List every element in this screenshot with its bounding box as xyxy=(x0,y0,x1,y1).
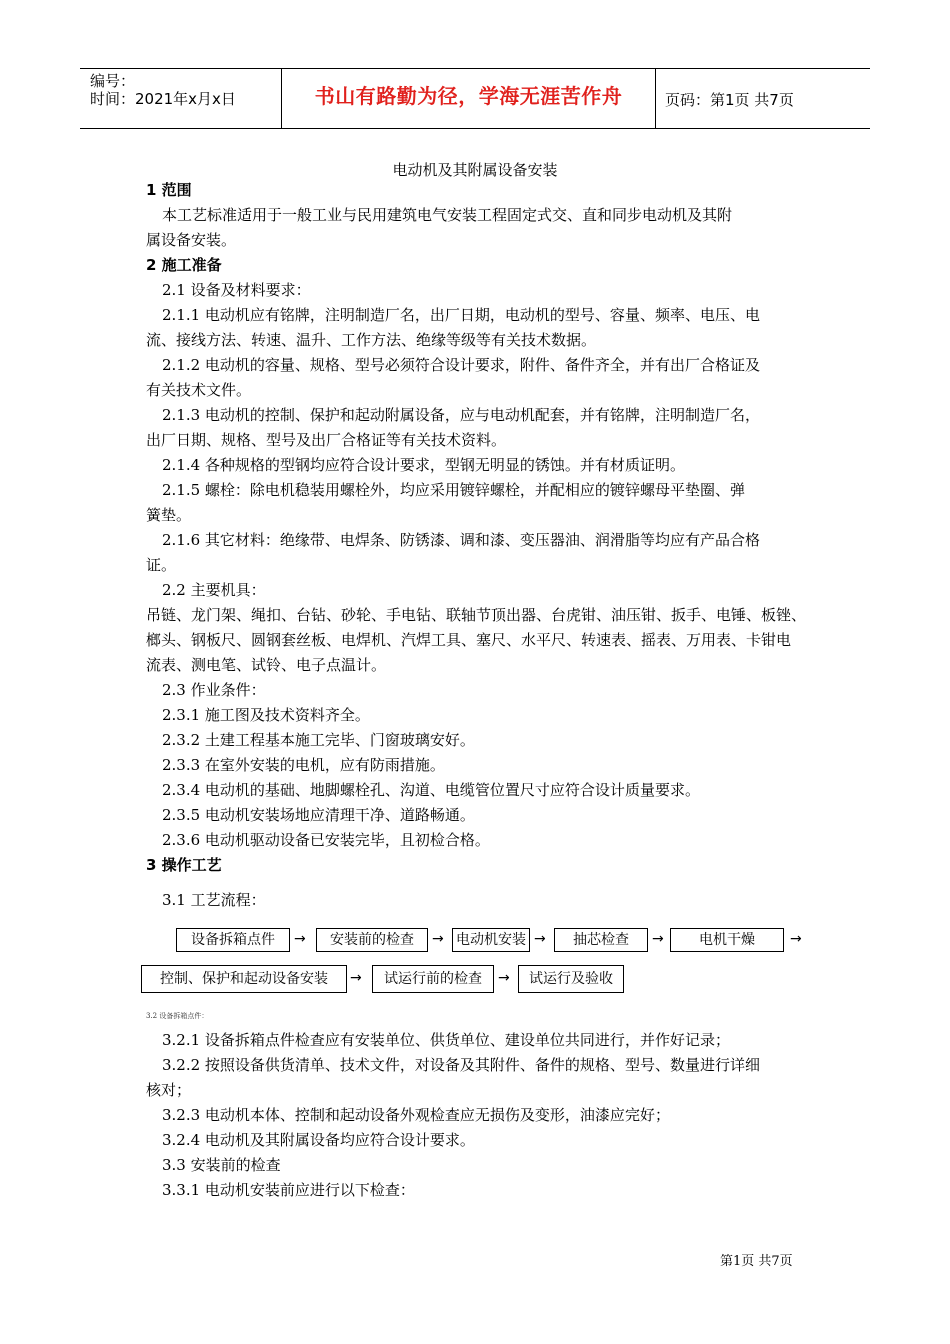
paragraph-line: 2.3.6 电动机驱动设备已安装完毕，且初检合格。 xyxy=(162,831,490,849)
paragraph-line: 3.2.4 电动机及其附属设备均应符合设计要求。 xyxy=(162,1131,475,1149)
section-heading: 3 操作工艺 xyxy=(146,856,222,874)
paragraph-line: 2.1.2 电动机的容量、规格、型号必须符合设计要求，附件、备件齐全，并有出厂合格证及 xyxy=(162,356,760,374)
paragraph-line: 2.3.5 电动机安装场地应清理干净、道路畅通。 xyxy=(162,806,475,824)
paragraph-line: 2.3.2 土建工程基本施工完毕、门窗玻璃安好。 xyxy=(162,731,475,749)
header-time: 时间：2021年x月x日 xyxy=(90,90,236,108)
paragraph-line: 3.2.2 按照设备供货清单、技术文件，对设备及其附件、备件的规格、型号、数量进行详细 xyxy=(162,1056,760,1074)
paragraph-line: 2.3.3 在室外安装的电机，应有防雨措施。 xyxy=(162,756,445,774)
header-number: 编号： xyxy=(90,72,136,90)
paragraph-line: 2.1.6 其它材料：绝缘带、电焊条、防锈漆、调和漆、变压器油、润滑脂等均应有产品合格 xyxy=(162,531,760,549)
flow-step-motor-install: 电动机安装 xyxy=(452,928,530,952)
flow-arrow-icon: → xyxy=(350,970,362,986)
header-divider-2 xyxy=(655,68,656,129)
flow-arrow-icon: → xyxy=(498,970,510,986)
paragraph-line: 2.1.5 螺栓：除电机稳装用螺栓外，均应采用镀锌螺栓，并配相应的镀锌螺母平垫圈、弹 xyxy=(162,481,745,499)
paragraph-line: 2.1.4 各种规格的型钢均应符合设计要求，型钢无明显的锈蚀。并有材质证明。 xyxy=(162,456,685,474)
document-title: 电动机及其附属设备安装 xyxy=(392,161,558,179)
section-heading: 1 范围 xyxy=(146,181,192,199)
paragraph-line: 3.2.1 设备拆箱点件检查应有安装单位、供货单位、建设单位共同进行，并作好记录； xyxy=(162,1031,730,1049)
paragraph-line: 3.1 工艺流程： xyxy=(162,891,266,909)
header-top-rule xyxy=(80,68,870,69)
header-motto: 书山有路勤为径，学海无涯苦作舟 xyxy=(314,84,623,108)
flow-arrow-icon: → xyxy=(294,931,306,947)
paragraph-line: 吊链、龙门架、绳扣、台钻、砂轮、手电钻、联轴节顶出器、台虎钳、油压钳、扳手、电锤、板锉、 xyxy=(146,606,807,624)
header-page-number: 页码：第1页 共7页 xyxy=(665,91,794,109)
flow-step-control-install: 控制、保护和起动设备安装 xyxy=(141,965,347,993)
flow-arrow-icon: → xyxy=(432,931,444,947)
flow-step-motor-drying: 电机干燥 xyxy=(670,928,784,952)
flow-step-core-check: 抽芯检查 xyxy=(554,928,648,952)
paragraph-line: 流表、测电笔、试铃、电子点温计。 xyxy=(146,656,387,674)
paragraph-line: 2.2 主要机具： xyxy=(162,581,266,599)
paragraph-line: 核对； xyxy=(146,1081,192,1099)
flow-step-pre-run-check: 试运行前的检查 xyxy=(372,965,494,993)
paragraph-line: 2.1 设备及材料要求： xyxy=(162,281,311,299)
paragraph-line: 本工艺标准适用于一般工业与民用建筑电气安装工程固定式交、直和同步电动机及其附 xyxy=(162,206,733,224)
paragraph-line: 属设备安装。 xyxy=(146,231,237,249)
paragraph-line: 有关技术文件。 xyxy=(146,381,252,399)
paragraph-line: 3.3 安装前的检查 xyxy=(162,1156,281,1174)
paragraph-line: 证。 xyxy=(146,556,177,574)
flow-step-trial-run: 试运行及验收 xyxy=(518,965,624,993)
paragraph-line: 2.3.1 施工图及技术资料齐全。 xyxy=(162,706,370,724)
footer-page-number: 第1页 共7页 xyxy=(720,1254,793,1269)
paragraph-line: 流、接线方法、转速、温升、工作方法、绝缘等级等有关技术数据。 xyxy=(146,331,597,349)
paragraph-line: 出厂日期、规格、型号及出厂合格证等有关技术资料。 xyxy=(146,431,507,449)
header-bottom-rule xyxy=(80,128,870,129)
small-note: 3.2 设备拆箱点件： xyxy=(146,1012,209,1020)
flow-arrow-icon: → xyxy=(534,931,546,947)
section-heading: 2 施工准备 xyxy=(146,256,222,274)
flow-step-pre-install-check: 安装前的检查 xyxy=(316,928,428,952)
paragraph-line: 榔头、钢板尺、圆钢套丝板、电焊机、汽焊工具、塞尺、水平尺、转速表、摇表、万用表、卡钳电 xyxy=(146,631,792,649)
flow-step-unpacking: 设备拆箱点件 xyxy=(176,928,290,952)
paragraph-line: 2.3 作业条件： xyxy=(162,681,266,699)
paragraph-line: 2.1.1 电动机应有铭牌，注明制造厂名，出厂日期，电动机的型号、容量、频率、电压、电 xyxy=(162,306,760,324)
paragraph-line: 簧垫。 xyxy=(146,506,192,524)
paragraph-line: 3.3.1 电动机安装前应进行以下检查： xyxy=(162,1181,415,1199)
flow-arrow-icon: → xyxy=(652,931,664,947)
paragraph-line: 2.1.3 电动机的控制、保护和起动附属设备，应与电动机配套，并有铭牌，注明制造厂名， xyxy=(162,406,760,424)
paragraph-line: 2.3.4 电动机的基础、地脚螺栓孔、沟道、电缆管位置尺寸应符合设计质量要求。 xyxy=(162,781,700,799)
paragraph-line: 3.2.3 电动机本体、控制和起动设备外观检查应无损伤及变形，油漆应完好； xyxy=(162,1106,670,1124)
flow-arrow-icon: → xyxy=(790,931,802,947)
